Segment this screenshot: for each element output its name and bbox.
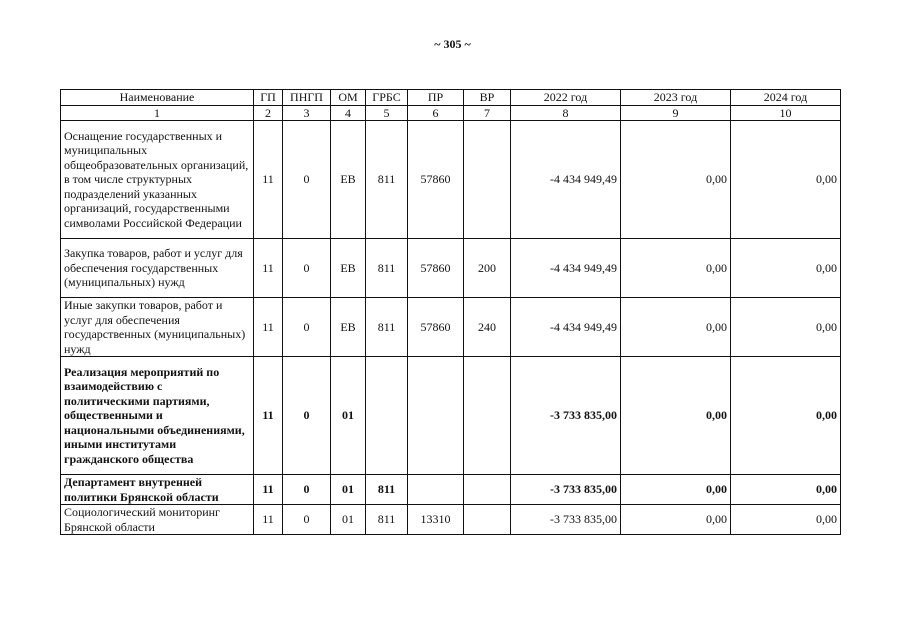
cell-om: 01 <box>331 505 366 535</box>
cell-2023: 0,00 <box>621 121 731 239</box>
cell-gp: 11 <box>254 239 283 298</box>
cell-2024: 0,00 <box>731 239 841 298</box>
cell-2023: 0,00 <box>621 357 731 475</box>
column-number: 2 <box>254 105 283 121</box>
cell-vr: 240 <box>464 298 511 357</box>
cell-pngp: 0 <box>283 121 331 239</box>
header-gp: ГП <box>254 90 283 106</box>
header-row <box>61 90 841 106</box>
cell-om: ЕВ <box>331 121 366 239</box>
cell-gp: 11 <box>254 505 283 535</box>
header-grbs: ГРБС <box>366 90 408 106</box>
header-pr: ПР <box>408 90 464 106</box>
cell-2023: 0,00 <box>621 239 731 298</box>
cell-vr <box>464 121 511 239</box>
table-row <box>61 121 841 239</box>
cell-pngp: 0 <box>283 239 331 298</box>
header-2023: 2023 год <box>621 90 731 106</box>
cell-2024: 0,00 <box>731 298 841 357</box>
cell-om: 01 <box>331 357 366 475</box>
cell-pngp: 0 <box>283 505 331 535</box>
cell-vr <box>464 505 511 535</box>
cell-grbs: 811 <box>366 505 408 535</box>
table-row <box>61 298 841 357</box>
column-number: 1 <box>61 105 254 121</box>
cell-2022: -3 733 835,00 <box>511 505 621 535</box>
cell-gp: 11 <box>254 298 283 357</box>
cell-vr: 200 <box>464 239 511 298</box>
column-number-row <box>61 105 841 121</box>
column-number: 4 <box>331 105 366 121</box>
cell-gp: 11 <box>254 121 283 239</box>
table-row <box>61 505 841 535</box>
row-name: Закупка товаров, работ и услуг для обеспечения государственных (муниципальных) нужд <box>61 239 254 298</box>
cell-pr: 57860 <box>408 239 464 298</box>
table-row <box>61 239 841 298</box>
cell-pr: 57860 <box>408 121 464 239</box>
cell-2022: -4 434 949,49 <box>511 239 621 298</box>
cell-grbs: 811 <box>366 298 408 357</box>
cell-2023: 0,00 <box>621 298 731 357</box>
cell-pr: 57860 <box>408 298 464 357</box>
budget-table <box>60 89 841 535</box>
column-number: 3 <box>283 105 331 121</box>
cell-vr <box>464 357 511 475</box>
cell-pr: 13310 <box>408 505 464 535</box>
cell-2024: 0,00 <box>731 357 841 475</box>
cell-2022: -3 733 835,00 <box>511 475 621 505</box>
row-name: Иные закупки товаров, работ и услуг для обеспечения государственных (муниципальных) нужд <box>61 298 254 357</box>
header-2024: 2024 год <box>731 90 841 106</box>
cell-grbs: 811 <box>366 239 408 298</box>
cell-om: 01 <box>331 475 366 505</box>
row-name: Социологический мониторинг Брянской области <box>61 505 254 535</box>
cell-2022: -4 434 949,49 <box>511 121 621 239</box>
header-name: Наименование <box>61 90 254 106</box>
cell-pngp: 0 <box>283 298 331 357</box>
row-name: Оснащение государственных и муниципальных общеобразовательных организаций, в том числе структурных подразделений указанных организаций, государственными символами Российской Федерации <box>61 121 254 239</box>
header-2022: 2022 год <box>511 90 621 106</box>
cell-gp: 11 <box>254 357 283 475</box>
cell-gp: 11 <box>254 475 283 505</box>
column-number: 6 <box>408 105 464 121</box>
column-number: 9 <box>621 105 731 121</box>
cell-2022: -4 434 949,49 <box>511 298 621 357</box>
cell-2023: 0,00 <box>621 505 731 535</box>
page-number: ~ 305 ~ <box>434 37 471 51</box>
cell-grbs: 811 <box>366 475 408 505</box>
column-number: 10 <box>731 105 841 121</box>
header-pngp: ПНГП <box>283 90 331 106</box>
cell-grbs <box>366 357 408 475</box>
cell-om: ЕВ <box>331 239 366 298</box>
header-vr: ВР <box>464 90 511 106</box>
column-number: 5 <box>366 105 408 121</box>
column-number: 7 <box>464 105 511 121</box>
header-om: ОМ <box>331 90 366 106</box>
cell-om: ЕВ <box>331 298 366 357</box>
table-row <box>61 357 841 475</box>
row-name: Реализация мероприятий по взаимодействию с политическими партиями, общественными и национальными объединениями, иными институтами гражданского общества <box>61 357 254 475</box>
cell-2024: 0,00 <box>731 475 841 505</box>
cell-2024: 0,00 <box>731 121 841 239</box>
cell-2024: 0,00 <box>731 505 841 535</box>
cell-grbs: 811 <box>366 121 408 239</box>
cell-2023: 0,00 <box>621 475 731 505</box>
table-row <box>61 475 841 505</box>
cell-pngp: 0 <box>283 357 331 475</box>
row-name: Департамент внутренней политики Брянской области <box>61 475 254 505</box>
cell-2022: -3 733 835,00 <box>511 357 621 475</box>
cell-pr <box>408 357 464 475</box>
column-number: 8 <box>511 105 621 121</box>
cell-pr <box>408 475 464 505</box>
cell-pngp: 0 <box>283 475 331 505</box>
cell-vr <box>464 475 511 505</box>
